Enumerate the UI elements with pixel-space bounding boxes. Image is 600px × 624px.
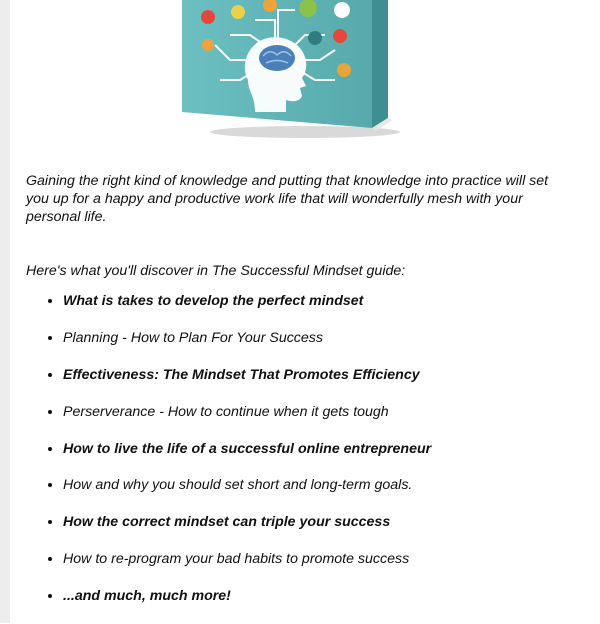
- feature-text: ...and much, much more!: [63, 588, 231, 605]
- feature-list: [26, 292, 600, 624]
- feature-text: What is takes to develop the perfect mindset: [63, 293, 364, 309]
- feature-text: Planning - How to Plan For Your Success: [63, 329, 323, 346]
- feature-text: How to re-program your bad habits to promote success: [63, 551, 410, 568]
- feature-item: [63, 329, 600, 366]
- feature-text: How the correct mindset can triple your success: [63, 514, 391, 531]
- guide-lead-text: Here's what you'll discover in The Successful Mindset guide:: [26, 263, 406, 279]
- feature-item: [63, 550, 600, 587]
- feature-text: How to live the life of a successful online entrepreneur: [63, 440, 432, 457]
- ebook-cover-icon: [160, 0, 420, 145]
- feature-item: [63, 587, 600, 624]
- feature-item: [63, 366, 600, 403]
- feature-item: [63, 403, 600, 440]
- feature-text: Effectiveness: The Mindset That Promotes Efficiency: [63, 366, 420, 383]
- feature-text: Perserverance - How to continue when it gets tough: [63, 403, 389, 420]
- product-cover-image: [160, 0, 420, 145]
- intro-paragraph: Gaining the right kind of knowledge and putting that knowledge into practice will set you up for a happy and productive work life that will wonderfully mesh with your personal life.: [26, 173, 549, 225]
- feature-text: How and why you should set short and long-term goals.: [63, 477, 413, 494]
- feature-item: [63, 513, 600, 550]
- feature-item: [63, 476, 600, 513]
- left-page-margin: [0, 0, 10, 623]
- feature-item: [63, 440, 600, 477]
- feature-item: [63, 292, 600, 329]
